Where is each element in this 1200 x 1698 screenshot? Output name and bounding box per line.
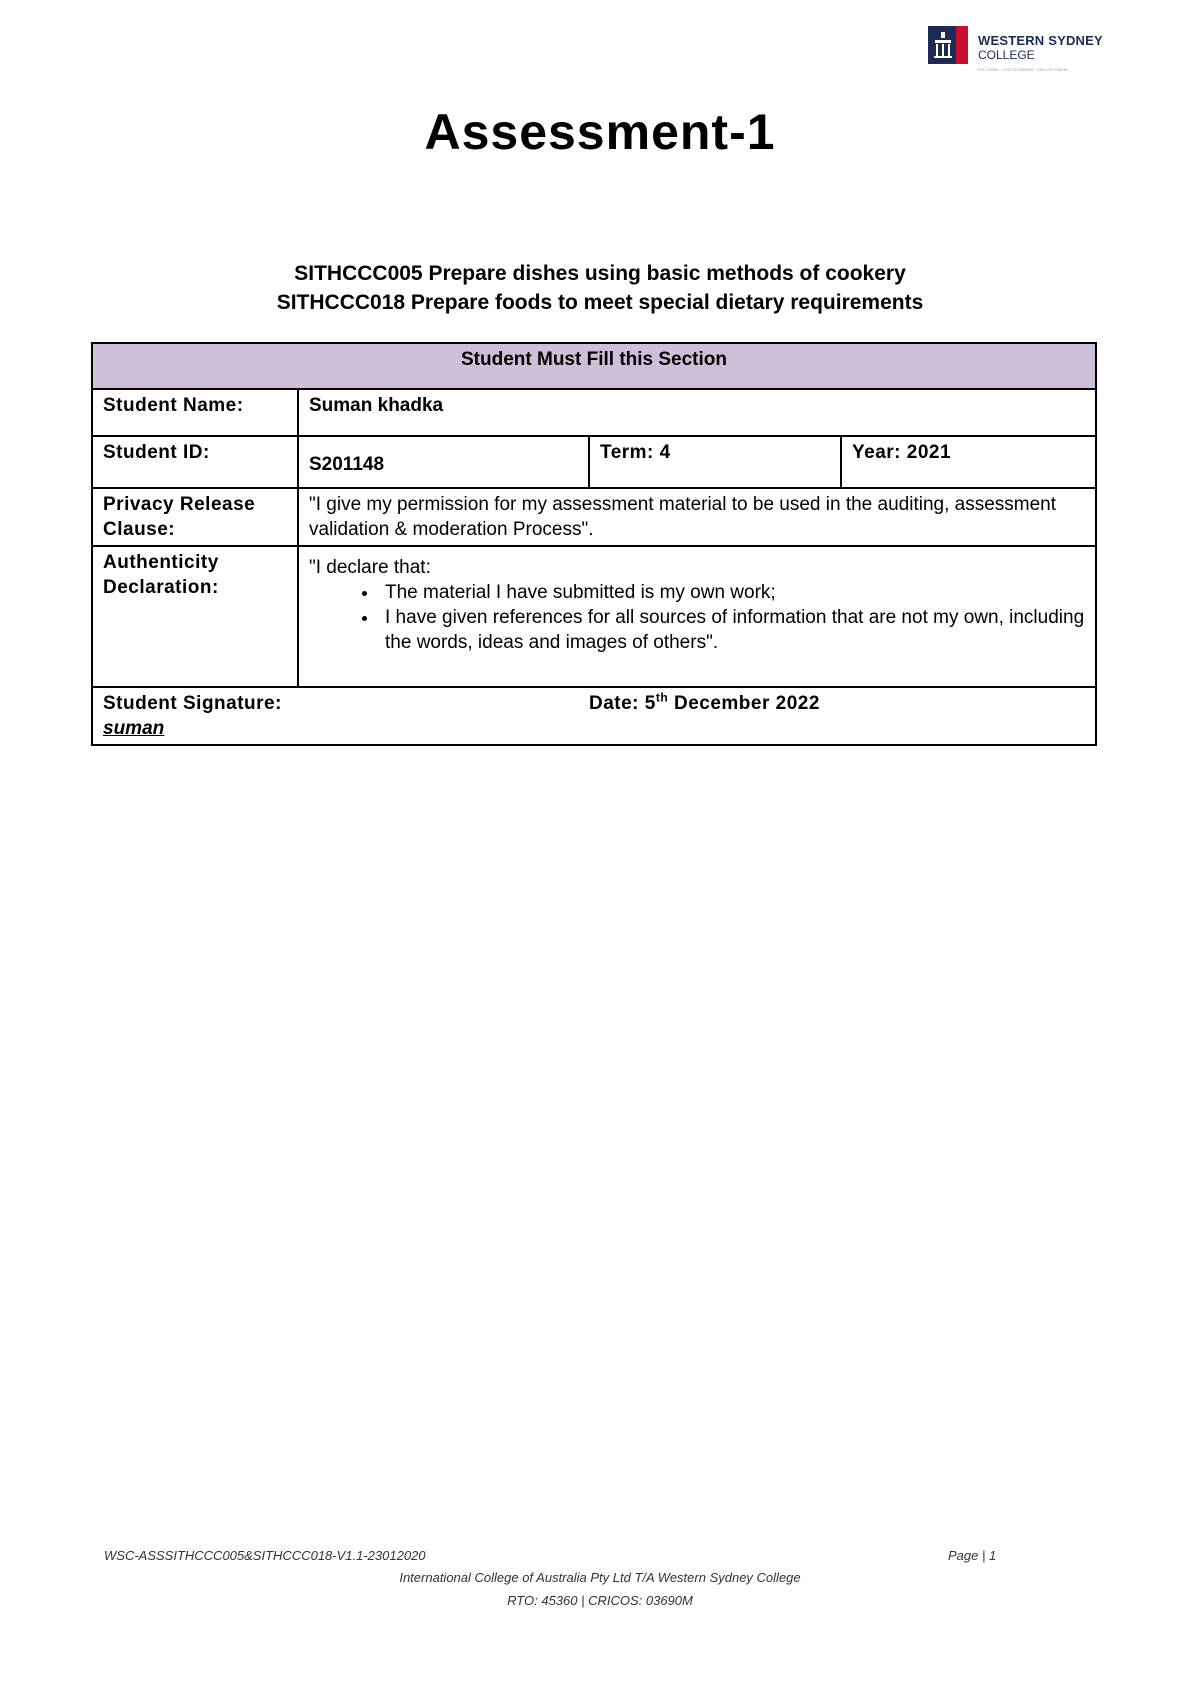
authenticity-intro: "I declare that:	[309, 557, 431, 578]
college-crest-icon	[928, 26, 968, 64]
date-ordinal: th	[655, 690, 669, 705]
declaration-point: • The material I have submitted is my own work;	[379, 580, 1085, 605]
student-id-field[interactable]: S201148	[298, 436, 589, 488]
privacy-release-label: Privacy Release Clause:	[92, 488, 298, 546]
date-prefix: Date: 5	[589, 693, 656, 714]
date-suffix: December 2022	[668, 693, 820, 714]
signature-cell	[92, 687, 589, 745]
college-logo	[928, 26, 1118, 78]
declaration-point: • I have given references for all sources of information that are not my own, including the words, ideas and images of others".	[379, 605, 1085, 655]
student-name-label: Student Name:	[92, 389, 298, 436]
declaration-list	[309, 580, 1085, 655]
student-id-label: Student ID:	[92, 436, 298, 488]
footer-page-number: Page | 1	[948, 1548, 997, 1563]
privacy-release-text: "I give my permission for my assessment material to be used in the auditing, assessment validation & moderation Process".	[298, 488, 1096, 546]
logo-name-line2: COLLEGE	[978, 48, 1035, 62]
logo-name-line1: WESTERN SYDNEY	[978, 33, 1103, 48]
term-field[interactable]: Term: 4	[589, 436, 841, 488]
unit-title-2: SITHCCC018 Prepare foods to meet special dietary requirements	[276, 291, 924, 314]
student-name-field[interactable]: Suman khadka	[298, 389, 1096, 436]
student-details-table	[91, 342, 1097, 746]
signature-value[interactable]: suman	[103, 718, 165, 739]
footer-rto: RTO: 45360 | CRICOS: 03690M	[507, 1593, 693, 1608]
authenticity-label: Authenticity Declaration:	[92, 546, 298, 687]
year-field[interactable]: Year: 2021	[841, 436, 1096, 488]
page-title: Assessment-1	[424, 104, 776, 160]
signature-label: Student Signature:	[103, 693, 282, 714]
unit-title-1: SITHCCC005 Prepare dishes using basic methods of cookery	[294, 262, 906, 285]
logo-tagline: RTO 45360 · CRICOS 03690M · CRICOS 03690M	[978, 67, 1068, 72]
date-field[interactable]	[589, 687, 1096, 745]
authenticity-declaration	[298, 546, 1096, 687]
section-header: Student Must Fill this Section	[92, 343, 1096, 389]
footer-company: International College of Australia Pty Ltd T/A Western Sydney College	[399, 1570, 801, 1585]
footer-doc-code: WSC-ASSSITHCCC005&SITHCCC018-V1.1-23012020	[104, 1548, 426, 1563]
